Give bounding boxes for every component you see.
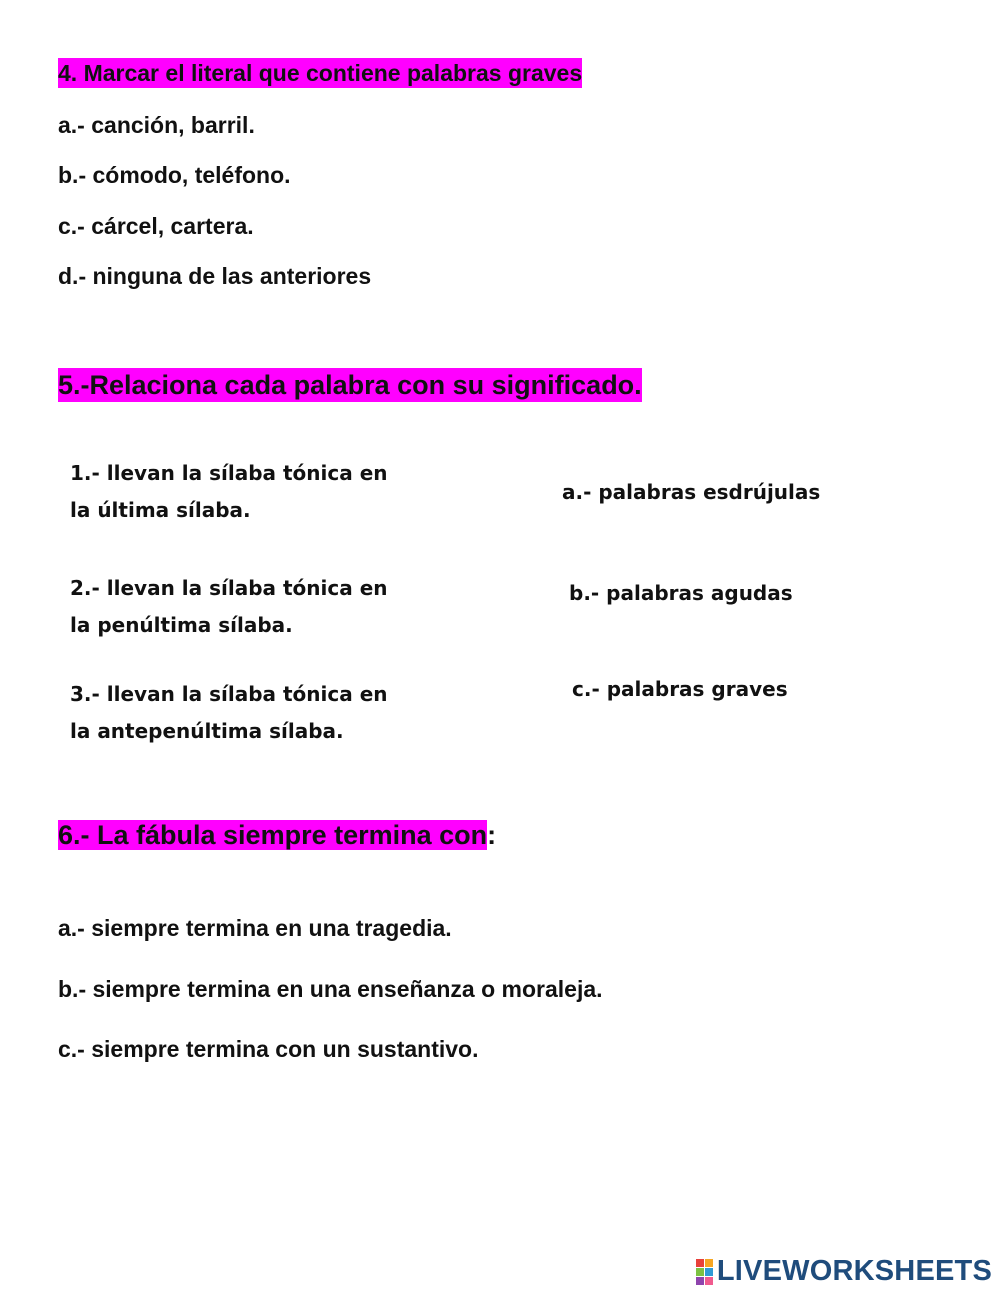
question-4-title: 4. Marcar el literal que contiene palabras graves <box>58 60 583 86</box>
q4-option-d[interactable]: d.- ninguna de las anteriores <box>58 263 372 289</box>
q4-option-b[interactable]: b.- cómodo, teléfono. <box>58 162 291 188</box>
match-term-b[interactable]: b.- palabras agudas <box>569 581 793 605</box>
logo-blocks-icon <box>696 1259 713 1285</box>
q4-option-c[interactable]: c.- cárcel, cartera. <box>58 213 254 239</box>
logo-text: LIVEWORKSHEETS <box>716 1255 992 1287</box>
question-6-title-tail: : <box>487 820 497 850</box>
match-definition-2: 2.- llevan la sílaba tónica en la penúltima sílaba. <box>70 576 388 637</box>
liveworksheets-logo <box>696 1255 992 1288</box>
q6-option-a[interactable]: a.- siempre termina en una tragedia. <box>58 915 452 941</box>
question-6-title <box>58 818 496 852</box>
q4-option-a[interactable]: a.- canción, barril. <box>58 112 255 138</box>
q6-option-c[interactable]: c.- siempre termina con un sustantivo. <box>58 1036 479 1062</box>
q6-option-b[interactable]: b.- siempre termina en una enseñanza o moraleja. <box>58 976 603 1002</box>
match-definition-3: 3.- llevan la sílaba tónica en la antepenúltima sílaba. <box>70 682 388 743</box>
match-definition-1: 1.- llevan la sílaba tónica en la última sílaba. <box>70 461 388 522</box>
match-term-a[interactable]: a.- palabras esdrújulas <box>562 480 821 504</box>
question-5-title: 5.-Relaciona cada palabra con su significado. <box>58 370 642 400</box>
question-6-title-highlighted: 6.- La fábula siempre termina con <box>58 820 488 850</box>
match-term-c[interactable]: c.- palabras graves <box>572 677 788 701</box>
